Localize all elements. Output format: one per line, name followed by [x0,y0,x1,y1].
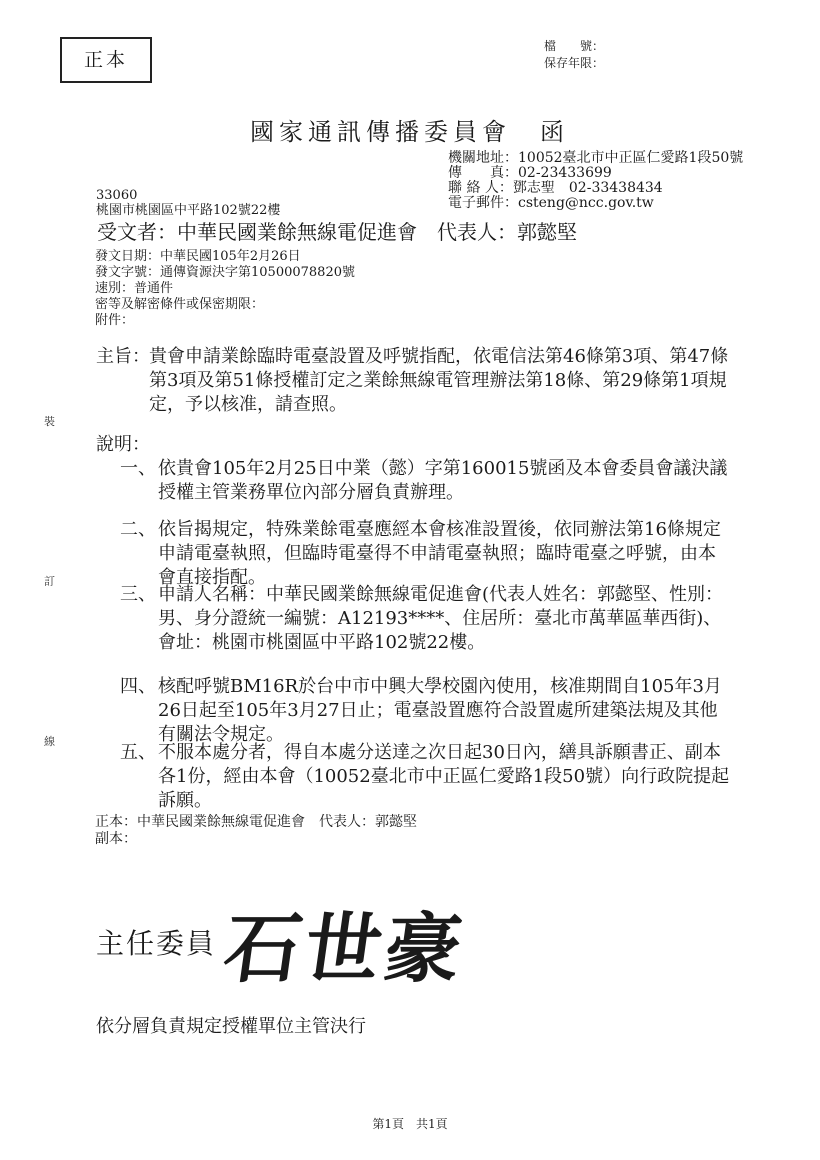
delegation-note: 依分層負責規定授權單位主管決行 [96,1016,366,1037]
issue-date: 發文日期：中華民國105年2月26日 [95,249,301,264]
item-number: 一、 [120,458,156,479]
explanation-item [120,583,740,679]
classification: 密等及解密條件或保密期限： [95,297,265,312]
recipient-line: 受文者：中華民國業餘無線電促進會 代表人：郭懿堅 [97,220,577,244]
attachments: 附件： [95,313,135,328]
signatory-title: 主任委員 [96,927,217,960]
recipient-postcode: 33060 [96,188,138,203]
agency-contact: 聯 絡 人：鄧志聖 02-33438434 [448,180,663,196]
subject-paragraph [96,345,736,445]
agency-fax: 傳 真：02-23433699 [448,165,612,181]
priority: 速別：普通件 [95,281,174,296]
original-copy-stamp: 正本 [60,37,152,83]
explanation-item [120,675,740,747]
filing-number-label: 檔 號： [544,39,605,53]
item-number: 五、 [120,742,156,763]
item-text: 不服本處分者，得自本處分送達之次日起30日內，繕具訴願書正、副本各1份，經由本會（10052臺北市中正區仁愛路1段50號）向行政院提起訴願。 [158,742,730,811]
page-number: 第1頁 共1頁 [372,1117,448,1131]
recipient-address: 桃園市桃園區中平路102號22樓 [96,203,281,218]
binding-mark-zhuang: 裝 [44,415,55,428]
explanation-label: 說明： [96,434,150,455]
item-text: 依旨揭規定，特殊業餘電臺應經本會核准設置後，依同辦法第16條規定申請電臺執照，但臨時電臺得不申請電臺執照；臨時電臺之呼號，由本會直接指配。 [158,519,721,588]
subject-label: 主旨： [96,346,150,367]
item-number: 二、 [120,519,156,540]
agency-address: 機關地址：10052臺北市中正區仁愛路1段50號 [448,150,744,166]
item-number: 三、 [120,584,156,605]
binding-mark-xian: 線 [44,735,55,748]
filing-number [544,38,644,54]
agency-email: 電子郵件：csteng@ncc.gov.tw [448,195,654,211]
retention-period-label: 保存年限： [544,56,605,70]
document-title: 國家通訊傳播委員會 函 [250,118,569,146]
document-number: 發文字號：通傳資源決字第10500078820號 [95,265,355,280]
carbon-copy-line: 副本： [95,831,137,847]
item-text: 依貴會105年2月25日中業（懿）字第160015號函及本會委員會議決議授權主管業務單位內部分層負責辦理。 [158,458,728,503]
explanation-item [120,518,740,590]
signature-name: 石世豪 [218,904,472,993]
item-text: 申請人名稱：中華民國業餘無線電促進會(代表人姓名：郭懿堅、性別：男、身分證統一編號：A12193****、住居所：臺北市萬華區華西街)、會址：桃園市桃園區中平路102號22樓。 [158,584,724,653]
original-copy-line: 正本：中華民國業餘無線電促進會 代表人：郭懿堅 [95,814,417,830]
explanation-item [120,741,740,813]
binding-mark-ding: 訂 [44,575,55,588]
retention-period [544,55,644,71]
item-text: 核配呼號BM16R於台中市中興大學校園內使用，核准期間自105年3月26日起至105年3月27日止；電臺設置應符合設置處所建築法規及其他有關法令規定。 [158,676,722,745]
item-number: 四、 [120,676,156,697]
subject-text: 貴會申請業餘臨時電臺設置及呼號指配，依電信法第46條第3項、第47條第3項及第51條授權訂定之業餘無線電管理辦法第18條、第29條第1項規定，予以核准，請查照。 [149,346,729,415]
